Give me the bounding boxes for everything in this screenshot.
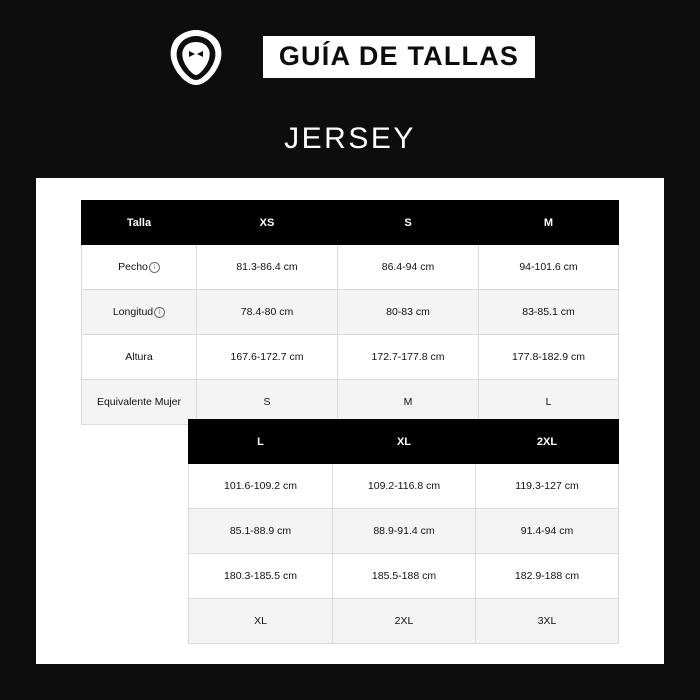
info-icon[interactable]: i (154, 307, 165, 318)
size-table-bottom-wrapper (188, 419, 618, 644)
cell-longitud-m: 83-85.1 cm (479, 290, 619, 335)
cell-pecho-2xl: 119.3-127 cm (476, 464, 619, 509)
column-header-m: M (479, 201, 619, 245)
row-label-altura: Altura (82, 335, 197, 380)
info-icon[interactable]: i (149, 262, 160, 273)
column-header-talla: Talla (82, 201, 197, 245)
cell-equivalente-xs: S (197, 380, 338, 425)
size-table-top (81, 200, 619, 425)
column-header-s: S (338, 201, 479, 245)
cell-equivalente-m: L (479, 380, 619, 425)
cell-altura-xs: 167.6-172.7 cm (197, 335, 338, 380)
column-header-xl: XL (333, 420, 476, 464)
cell-longitud-xs: 78.4-80 cm (197, 290, 338, 335)
cell-pecho-s: 86.4-94 cm (338, 245, 479, 290)
cell-altura-s: 172.7-177.8 cm (338, 335, 479, 380)
cell-equivalente-2xl: 3XL (476, 599, 619, 644)
cell-equivalente-l: XL (189, 599, 333, 644)
size-chart-card (36, 178, 664, 664)
size-table-bottom (188, 419, 619, 644)
page-title: GUÍA DE TALLAS (278, 41, 520, 71)
fox-head-logo-icon (165, 28, 227, 86)
row-label-pecho (82, 245, 197, 290)
title-box (263, 36, 535, 78)
cell-altura-m: 177.8-182.9 cm (479, 335, 619, 380)
row-label-text: Longitud (112, 306, 154, 318)
size-table-top-wrapper (81, 200, 618, 425)
cell-altura-l: 180.3-185.5 cm (189, 554, 333, 599)
cell-longitud-l: 85.1-88.9 cm (189, 509, 333, 554)
cell-longitud-xl: 88.9-91.4 cm (333, 509, 476, 554)
cell-altura-2xl: 182.9-188 cm (476, 554, 619, 599)
table-row (82, 380, 619, 425)
table-header-row (189, 420, 619, 464)
cell-longitud-2xl: 91.4-94 cm (476, 509, 619, 554)
row-label-text: Pecho (118, 261, 148, 273)
table-row (82, 290, 619, 335)
table-row (189, 599, 619, 644)
row-label-longitud (82, 290, 197, 335)
cell-pecho-xl: 109.2-116.8 cm (333, 464, 476, 509)
cell-altura-xl: 185.5-188 cm (333, 554, 476, 599)
cell-equivalente-xl: 2XL (333, 599, 476, 644)
column-header-xs: XS (197, 201, 338, 245)
cell-longitud-s: 80-83 cm (338, 290, 479, 335)
cell-equivalente-s: M (338, 380, 479, 425)
cell-pecho-xs: 81.3-86.4 cm (197, 245, 338, 290)
cell-pecho-m: 94-101.6 cm (479, 245, 619, 290)
table-row (82, 245, 619, 290)
header-top-row (0, 28, 700, 86)
table-row (82, 335, 619, 380)
page-subtitle: JERSEY (284, 122, 416, 155)
row-label-equivalente-mujer: Equivalente Mujer (82, 380, 197, 425)
table-row (189, 464, 619, 509)
table-header-row (82, 201, 619, 245)
table-row (189, 509, 619, 554)
column-header-l: L (189, 420, 333, 464)
page-header (0, 0, 700, 178)
column-header-2xl: 2XL (476, 420, 619, 464)
cell-pecho-l: 101.6-109.2 cm (189, 464, 333, 509)
table-row (189, 554, 619, 599)
